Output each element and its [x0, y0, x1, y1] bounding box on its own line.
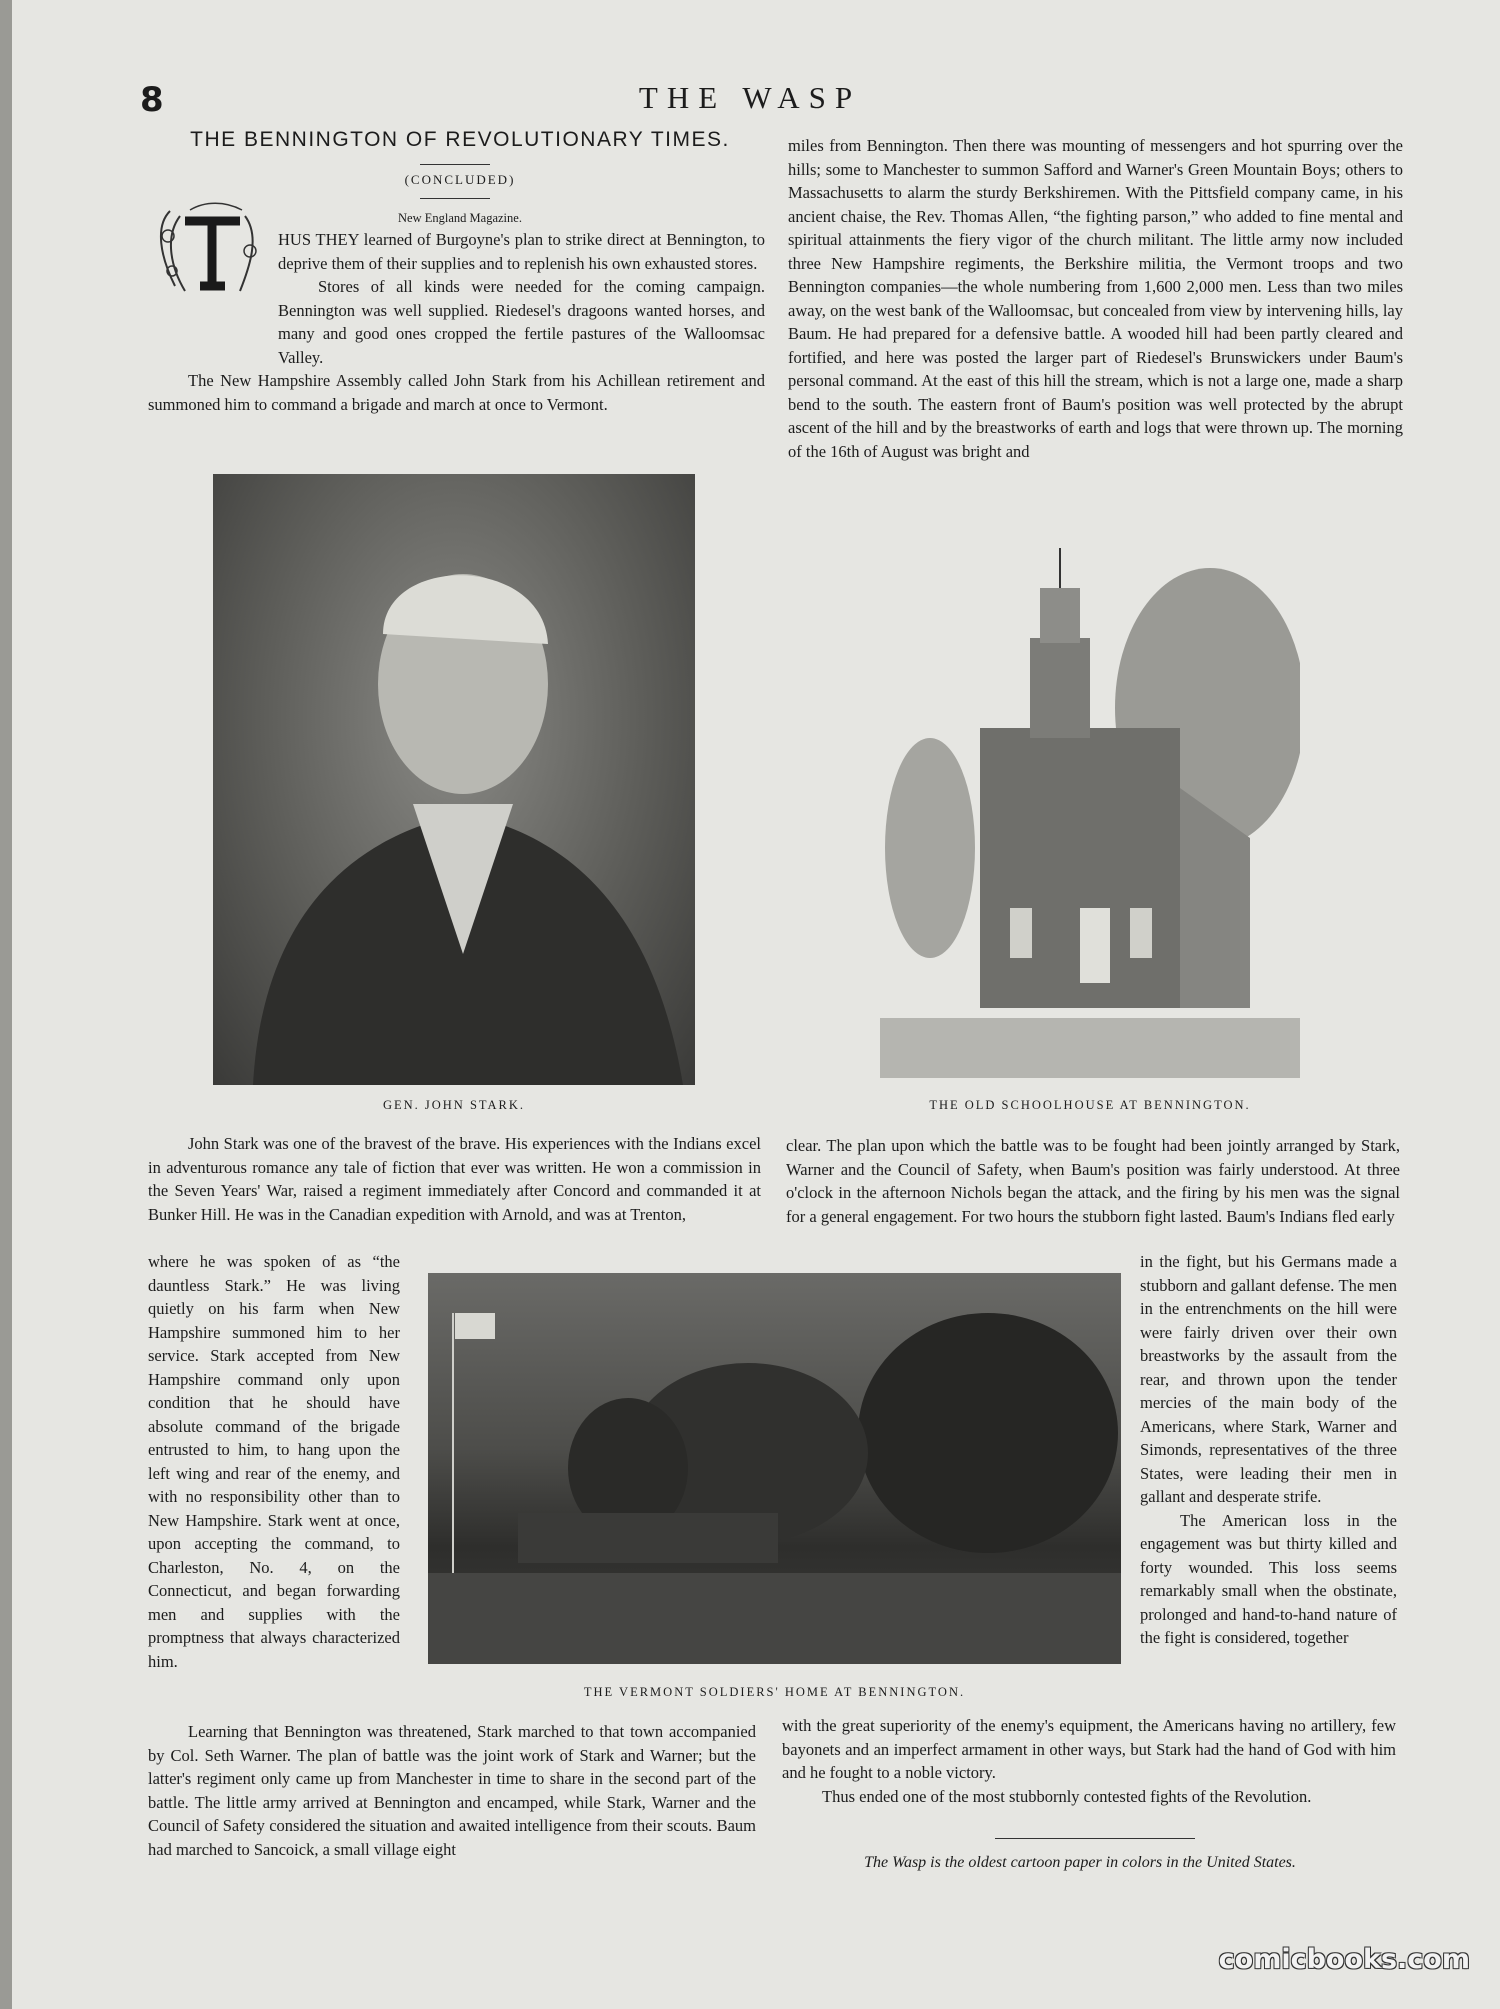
paragraph-messengers: miles from Bennington. Then there was mounting of messengers and hot spurring over the hills; some to Manchester to summon Safford and Warner's Green Mountain Boys; others to Massachusetts to alarm the sturdy Berkshiremen. With the Pittsfield company came, in his ancient chaise, the Rev. Thomas Allen, “the fighting parson,” who added to fine mental and spiritual attainments the fiery vigor of the church militant. The little army now included three New Hampshire regiments, the Berkshire militia, the Vermont troops and two Bennington companies—the whole numbering from 1,600 2,000 men. Less than two miles away, on the west bank of the Walloomsac, but concealed from view by intervening hills, lay Baum. He had prepared for a defensive battle. A wooded hill had been partly cleared and fortified, and here was posted the larger part of Riedesel's Brunswickers under Baum's personal command. At the east of this hill the stream, which is not a large one, made a sharp bend to the south. The eastern front of Baum's position was well protected by the abrupt ascent of the hill and by the breastworks of earth and logs that were thrown up. The morning of the 16th of August was bright and [788, 136, 1403, 461]
paragraph-battle-plan: clear. The plan upon which the battle was to be fought had been jointly arranged by Stark, Warner and the Council of Safety, when Baum's position was fairly understood. At three o'clock in the afternoon Nichols began the attack, and the firing by his men was the signal for a general engagement. For two hours the stubborn fight lasted. Baum's Indians fled early [786, 1136, 1400, 1226]
paragraph-learning: Learning that Bennington was threatened, Stark marched to that town accompanied by Col. Seth Warner. The plan of battle was the joint work of Stark and Warner; but the latter's regiment only came up from Manchester in time to share in the second part of the battle. The little army arrived at Bennington and encamped, while Stark, Warner and the Council of Safety considered the situation and awaited intelligence from their scouts. Baum had marched to Sancoick, a small village eight [148, 1722, 756, 1859]
left-column-bottom [148, 1720, 756, 1861]
portrait-figure [213, 474, 695, 1085]
paragraph-superiority: with the great superiority of the enemy's equipment, the Americans having no artillery, few bayonets and an imperfect armament in other ways, but Stark had the hand of God with him and he fought to a noble victory. [782, 1716, 1396, 1782]
page-edge [0, 0, 12, 2009]
source-credit: New England Magazine. [398, 211, 522, 225]
paragraph-dauntless: where he was spoken of as “the dauntless Stark.” He was living quietly on his farm when New Hampshire summoned him to her service. Stark accepted from New Hampshire command only upon condition that he should have absolute command of the brigade entrusted to him, to hang upon the left wing and rear of the enemy, and with no responsibility other than to New Hampshire. Stark went at once, upon accepting the command, to Charleston, No. 4, on the Connecticut, and began forwarding men and supplies with the promptness that always characterized him. [148, 1252, 400, 1671]
portrait-illustration [213, 474, 695, 1085]
soldiers-home-scene [428, 1273, 1121, 1664]
schoolhouse-illustration [880, 548, 1300, 1078]
left-narrow-column [148, 1250, 400, 1673]
paragraph-american-loss: The American loss in the engagement was but thirty killed and forty wounded. This loss seems remarkably small when the obstinate, prolonged and hand-to-hand nature of the fight is considered, together [1140, 1510, 1397, 1647]
schoolhouse-caption: THE OLD SCHOOLHOUSE AT BENNINGTON. [929, 1098, 1251, 1112]
end-rule [995, 1838, 1195, 1839]
footer-note: The Wasp is the oldest cartoon paper in colors in the United States. [864, 1854, 1296, 1871]
paragraph-thus-ended: Thus ended one of the most stubbornly contested fights of the Revolution. [822, 1786, 1312, 1806]
concluded-note: (CONCLUDED) [404, 172, 516, 187]
right-column-top [788, 134, 1403, 463]
soldiers-home-photo [428, 1273, 1121, 1664]
page-number: 8 [140, 80, 164, 120]
right-narrow-column [1140, 1250, 1397, 1650]
concluded-rule [420, 198, 490, 199]
masthead: THE WASP [638, 80, 862, 115]
title-rule [420, 164, 490, 165]
watermark: comicbooks.com [1218, 1944, 1470, 1975]
left-column-top [148, 228, 765, 416]
portrait-caption: GEN. JOHN STARK. [382, 1098, 526, 1112]
paragraph-stark-bravest: John Stark was one of the bravest of the brave. His experiences with the Indians excel in adventurous romance any tale of fiction that ever was written. He won a commission in the Seven Years' War, raised a regiment immediately after Concord and commanded it at Bunker Hill. He was in the Canadian expedition with Arnold, and was at Trenton, [148, 1134, 761, 1224]
soldiers-home-caption: THE VERMONT SOLDIERS' HOME AT BENNINGTON. [583, 1685, 966, 1699]
paragraph-stores: Stores of all kinds were needed for the coming campaign. Bennington was well supplied. Riedesel's dragoons wanted horses, and many and good ones cropped the fertile pastures of the Walloomsac Valley. [278, 277, 765, 367]
right-column-bottom [782, 1714, 1396, 1808]
schoolhouse-drawing [880, 548, 1300, 1078]
left-column-middle [148, 1132, 761, 1226]
right-column-middle [786, 1134, 1400, 1228]
paragraph-germans: in the fight, but his Germans made a stubborn and gallant defense. The men in the entrenchments on the hill were were fairly driven over their own breastworks by the assault from the rear, and thrown upon the tender mercies of the main body of the Americans, where Stark, Warner and Simonds, representatives of the three States, were leading their men in gallant and desperate strife. [1140, 1252, 1397, 1506]
paragraph-assembly: The New Hampshire Assembly called John Stark from his Achillean retirement and summoned him to command a brigade and march at once to Vermont. [148, 371, 765, 414]
article-title: THE BENNINGTON OF REVOLUTIONARY TIMES. [190, 128, 730, 151]
opening-paragraph: HUS THEY learned of Burgoyne's plan to strike direct at Bennington, to deprive them of their supplies and to replenish his own exhausted stores. [278, 230, 765, 273]
